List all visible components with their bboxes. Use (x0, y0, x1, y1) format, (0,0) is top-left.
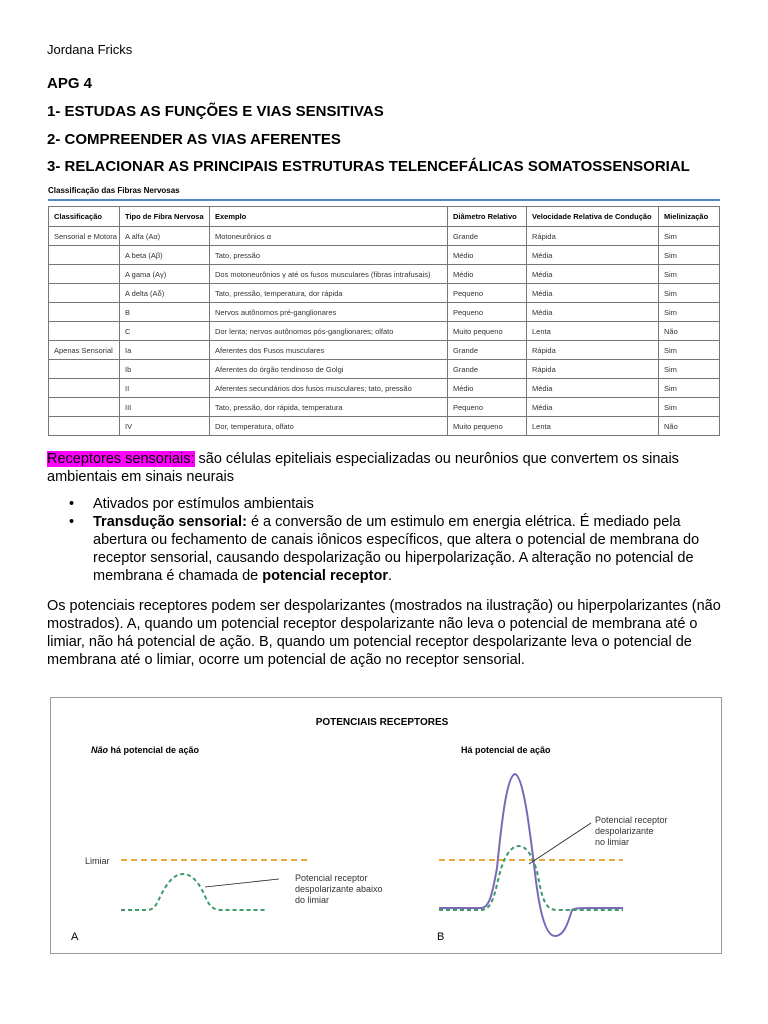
annotation-a-line: do limiar (295, 895, 330, 905)
cell-exemplo: Motoneurônios α (210, 227, 448, 246)
cell-exemplo: Aferentes secundários dos fusos musculares; tato, pressão (210, 379, 448, 398)
annotation-a (295, 873, 385, 905)
col-header-diametro: Diâmetro Relativo (448, 207, 527, 227)
cell-mielinizacao: Sim (659, 246, 720, 265)
cell-velocidade: Lenta (527, 417, 659, 436)
receptor-potential-curve-b (439, 846, 623, 910)
objective-3: 3- RELACIONAR AS PRINCIPAIS ESTRUTURAS TELENCEFÁLICAS SOMATOSSENSORIAL (47, 158, 690, 175)
cell-tipo: Ib (120, 360, 210, 379)
cell-classificacao (49, 360, 120, 379)
table-row (49, 360, 720, 379)
cell-diametro: Grande (448, 341, 527, 360)
objective-2: 2- COMPREENDER AS VIAS AFERENTES (47, 131, 341, 148)
table-body (49, 227, 720, 436)
table-caption: Classificação das Fibras Nervosas (48, 186, 180, 195)
cell-mielinizacao: Não (659, 322, 720, 341)
threshold-label: Limiar (85, 856, 110, 866)
table-row (49, 227, 720, 246)
cell-mielinizacao: Sim (659, 303, 720, 322)
figure-title: POTENCIAIS RECEPTORES (315, 717, 449, 728)
annotation-leader-a (205, 879, 279, 887)
table-row (49, 398, 720, 417)
cell-diametro: Pequeno (448, 284, 527, 303)
cell-velocidade: Média (527, 246, 659, 265)
cell-classificacao (49, 303, 120, 322)
bullet-dot: • (69, 514, 75, 530)
cell-velocidade: Rápida (527, 341, 659, 360)
cell-exemplo: Dos motoneurônios γ até os fusos musculares (fibras intrafusais) (210, 265, 448, 284)
receptors-term-highlight: Receptores sensoriais: (47, 451, 195, 467)
cell-classificacao (49, 398, 120, 417)
cell-exemplo: Aferentes do órgão tendinoso de Golgi (210, 360, 448, 379)
cell-exemplo: Tato, pressão, dor rápida, temperatura (210, 398, 448, 417)
cell-diametro: Pequeno (448, 303, 527, 322)
cell-classificacao (49, 265, 120, 284)
table-row (49, 322, 720, 341)
panel-b-title: Há potencial de ação (461, 745, 551, 755)
col-header-velocidade: Velocidade Relativa de Condução (527, 207, 659, 227)
bullet-dot: • (69, 496, 75, 512)
cell-diametro: Grande (448, 360, 527, 379)
cell-classificacao (49, 379, 120, 398)
receptor-potential-curve-a (121, 874, 267, 910)
cell-velocidade: Rápida (527, 227, 659, 246)
cell-velocidade: Média (527, 303, 659, 322)
cell-diametro: Grande (448, 227, 527, 246)
cell-classificacao (49, 284, 120, 303)
cell-tipo: IV (120, 417, 210, 436)
table-row (49, 341, 720, 360)
table-row (49, 265, 720, 284)
cell-mielinizacao: Sim (659, 341, 720, 360)
cell-tipo: C (120, 322, 210, 341)
cell-tipo: Ia (120, 341, 210, 360)
table-row (49, 246, 720, 265)
bullet-list (47, 495, 737, 585)
table-caption-rule (48, 199, 720, 201)
cell-tipo: II (120, 379, 210, 398)
cell-mielinizacao: Sim (659, 284, 720, 303)
cell-exemplo: Aferentes dos Fusos musculares (210, 341, 448, 360)
cell-classificacao (49, 246, 120, 265)
bullet-text: é a conversão de um estimulo em energia elétrica. É mediado pela abertura ou fechamento de canais iônicos específicos, que altera o potencial de membrana do receptor sensorial, causando despolarização ou hiperpolarização. A alteração no potencial de membrana é chamada de (93, 514, 700, 584)
list-item (47, 495, 737, 513)
annotation-b-line: Potencial receptor (595, 815, 668, 825)
col-header-classificacao: Classificação (49, 207, 120, 227)
cell-mielinizacao: Sim (659, 379, 720, 398)
cell-velocidade: Lenta (527, 322, 659, 341)
col-header-exemplo: Exemplo (210, 207, 448, 227)
receptor-potentials-paragraph: Os potenciais receptores podem ser despolarizantes (mostrados na ilustração) ou hiperpolarizantes (não mostrados). A, quando um potencial receptor despolarizante não leva o potencial de membrana até o limiar, não há potencial de ação. B, quando um potencial receptor despolarizante leva o potencial de membrana até o limiar, ocorre um potencial de ação no receptor sensorial. (47, 598, 721, 668)
cell-exemplo: Dor lenta; nervos autônomos pós-ganglionares; olfato (210, 322, 448, 341)
annotation-b-line: no limiar (595, 837, 630, 847)
cell-mielinizacao: Sim (659, 360, 720, 379)
table-row (49, 303, 720, 322)
cell-mielinizacao: Sim (659, 227, 720, 246)
table-row (49, 284, 720, 303)
panel-a-title-italic: Não (91, 745, 109, 755)
cell-classificacao (49, 417, 120, 436)
list-item (47, 513, 737, 585)
panel-b-label: B (437, 931, 445, 943)
receptors-definition-text: são células epiteliais especializadas ou neurônios que convertem os sinais ambientais em sinais neurais (47, 451, 679, 485)
cell-tipo: A beta (Aβ) (120, 246, 210, 265)
col-header-tipo: Tipo de Fibra Nervosa (120, 207, 210, 227)
bullet-text: Ativados por estímulos ambientais (93, 496, 314, 512)
cell-diametro: Pequeno (448, 398, 527, 417)
annotation-b (595, 815, 670, 847)
table-header-row (49, 207, 720, 227)
cell-diametro: Muito pequeno (448, 417, 527, 436)
col-header-mielinizacao: Mielinização (659, 207, 720, 227)
cell-tipo: A delta (Aδ) (120, 284, 210, 303)
receptors-definition (47, 450, 737, 486)
cell-mielinizacao: Sim (659, 398, 720, 417)
table-row (49, 379, 720, 398)
cell-diametro: Médio (448, 265, 527, 284)
cell-diametro: Médio (448, 246, 527, 265)
annotation-a-line: Potencial receptor (295, 873, 368, 883)
cell-exemplo: Dor, temperatura, olfato (210, 417, 448, 436)
panel-a-title (91, 745, 200, 755)
bullet-bold-term: potencial receptor (262, 568, 388, 584)
author-name: Jordana Fricks (47, 42, 133, 57)
annotation-a-line: despolarizante abaixo (295, 884, 383, 894)
cell-exemplo: Tato, pressão, temperatura, dor rápida (210, 284, 448, 303)
cell-velocidade: Rápida (527, 360, 659, 379)
cell-velocidade: Média (527, 379, 659, 398)
cell-diametro: Médio (448, 379, 527, 398)
cell-velocidade: Média (527, 284, 659, 303)
cell-mielinizacao: Sim (659, 265, 720, 284)
cell-exemplo: Nervos autônomos pré-ganglionares (210, 303, 448, 322)
nerve-fiber-table (48, 206, 720, 436)
table-row (49, 417, 720, 436)
cell-tipo: A alfa (Aα) (120, 227, 210, 246)
annotation-b-line: despolarizante (595, 826, 654, 836)
bullet-period: . (387, 568, 392, 584)
cell-classificacao (49, 322, 120, 341)
panel-a-label: A (71, 931, 79, 943)
cell-velocidade: Média (527, 265, 659, 284)
document-title: APG 4 (47, 75, 93, 92)
cell-diametro: Muito pequeno (448, 322, 527, 341)
cell-classificacao: Apenas Sensorial (49, 341, 120, 360)
cell-exemplo: Tato, pressão (210, 246, 448, 265)
cell-tipo: B (120, 303, 210, 322)
bullet-label: Transdução sensorial: (93, 514, 247, 530)
cell-tipo: A gama (Aγ) (120, 265, 210, 284)
cell-velocidade: Média (527, 398, 659, 417)
panel-a-title-rest: há potencial de ação (108, 745, 200, 755)
receptor-potentials-diagram (51, 698, 721, 953)
annotation-leader-b (529, 823, 591, 864)
cell-tipo: III (120, 398, 210, 417)
cell-mielinizacao: Não (659, 417, 720, 436)
objective-1: 1- ESTUDAS AS FUNÇÕES E VIAS SENSITIVAS (47, 103, 384, 120)
receptor-potentials-figure (50, 697, 722, 954)
cell-classificacao: Sensorial e Motora (49, 227, 120, 246)
